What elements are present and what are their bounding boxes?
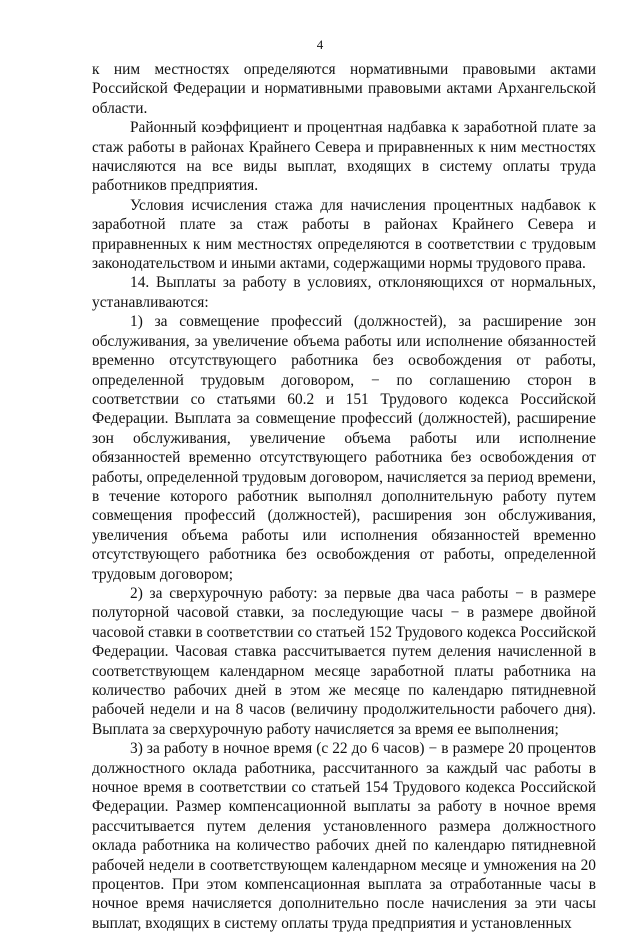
paragraph-subitem-3: 3) за работу в ночное время (с 22 до 6 часов) − в размере 20 процентов должностного оклада работника, рассчитанного за каждый час работы в ночное время в соответствии со статьей 154 Трудового кодекса Российской Федерации. Размер компенсационной выплаты за работу в ночное время рассчитывается путем деления установленного размера должностного оклада работника на количество рабочих дней по календарю пятидневной рабочей недели в соответствующем календарном месяце и умножения на 20 процентов. При этом компенсационная выплата за отработанные часы в ночное время начисляется дополнительно после начисления за эти часы выплат, входящих в систему оплаты труда предприятия и установленных bbox=[92, 740, 596, 932]
document-body bbox=[92, 60, 596, 933]
paragraph-continuation: к ним местностях определяются нормативными правовыми актами Российской Федерации и нормативными правовыми актами Архангельской области. bbox=[92, 61, 596, 117]
paragraph-subitem-2: 2) за сверхурочную работу: за первые два часа работы − в размере полуторной часовой ставки, за последующие часы − в размере двойной часовой ставки в соответствии со статьей 152 Трудового кодекса Российской Федерации. Часовая ставка рассчитывается путем деления начисленной в соответствующем календарном месяце заработной платы работника на количество рабочих дней в этом же месяце по календарю пятидневной рабочей недели и на 8 часов (величину продолжительности рабочего дня). Выплата за сверхурочную работу начисляется за время ее выполнения; bbox=[92, 584, 596, 738]
paragraph-item-14: 14. Выплаты за работу в условиях, отклоняющихся от нормальных, устанавливаются: bbox=[92, 274, 596, 311]
page-number: 4 bbox=[316, 37, 324, 52]
paragraph-seniority-conditions: Условия исчисления стажа для начисления процентных надбавок к заработной плате за стаж работы в районах Крайнего Севера и приравненных к ним местностях определяются в соответствии с трудовым законодательством и иными актами, содержащими нормы трудового права. bbox=[92, 196, 596, 273]
paragraph-subitem-1: 1) за совмещение профессий (должностей), за расширение зон обслуживания, за увеличение объема работы или исполнение обязанностей временно отсутствующего работника без освобождения от работы, определенной трудовым договором, − по соглашению сторон в соответствии со статьями 60.2 и 151 Трудового кодекса Российской Федерации. Выплата за совмещение профессий (должностей), расширение зон обслуживания, увеличение объема работы или исполнение обязанностей временно отсутствующего работника без освобождения от работы, определенной трудовым договором, начисляется за период времени, в течение которого работник выполнял дополнительную работу путем совмещения профессий (должностей), расширения зон обслуживания, увеличения объема работы или исполнения обязанностей временно отсутствующего работника без освобождения от работы, определенной трудовым договором; bbox=[92, 313, 596, 583]
paragraph-regional-coefficient: Районный коэффициент и процентная надбавка к заработной плате за стаж работы в районах Крайнего Севера и приравненных к ним местностях начисляются на все виды выплат, входящих в систему оплаты труда работников предприятия. bbox=[92, 119, 596, 195]
